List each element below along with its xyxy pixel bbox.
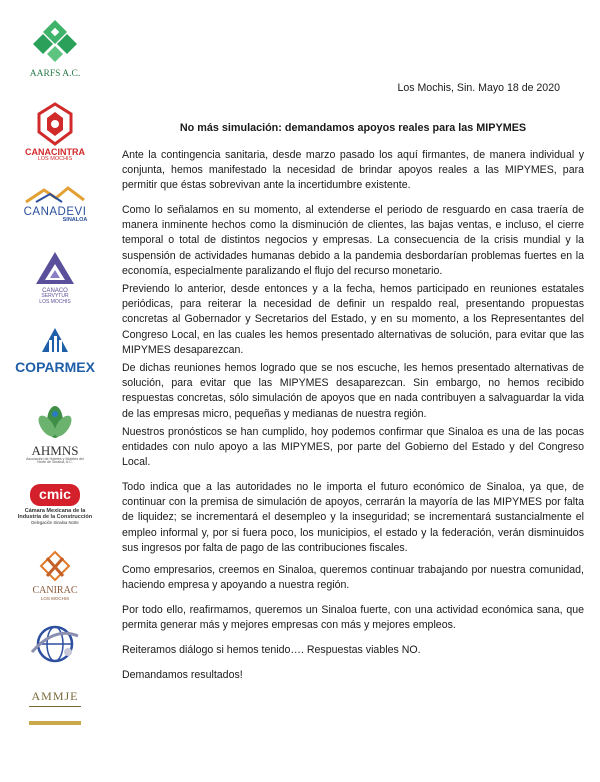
aarfs-label: AARFS A.C. xyxy=(29,69,81,79)
canacintra-emblem-icon xyxy=(35,102,75,146)
ahmns-sublabel: Asociación de Hoteles y Moteles del Norte de Sinaloa, A.C. xyxy=(26,456,84,465)
canirac-sublabel: LOS MOCHIS xyxy=(40,595,70,601)
canirac-utensils-icon xyxy=(37,550,73,584)
canaco-triangle-icon xyxy=(34,250,76,286)
canadevi-roof-icon xyxy=(22,184,88,204)
globe-icon xyxy=(30,622,80,666)
canadevi-logo xyxy=(0,184,110,224)
canadevi-sublabel: SINALOA xyxy=(62,217,88,224)
ammje-underline xyxy=(29,706,81,707)
paragraph-1: Ante la contingencia sanitaria, desde marzo pasado los aquí firmantes, de manera individual y conjunta, hemos manifestado la necesidad de brindar apoyos reales a las MIPYMES, para permitir que éstas sobrevivan ante la incertidumbre existente. xyxy=(122,149,584,192)
ahmns-logo xyxy=(0,402,110,465)
ammje-gold-bar xyxy=(29,721,81,725)
ammje-logo xyxy=(0,690,110,725)
paragraph-7: Como empresarios, creemos en Sinaloa, queremos continuar trabajando por nuestra comunidad, haciendo empresa y apoyando a nuestra región. xyxy=(122,564,584,592)
ammje-label: AMMJE xyxy=(31,689,79,703)
cmic-logo xyxy=(0,484,110,525)
cmic-badge xyxy=(30,484,80,506)
coparmex-label: COPARMEX xyxy=(15,359,95,375)
paragraph-5: Nuestros pronósticos se han cumplido, hoy podemos confirmar que Sinaloa es una de las pocas entidades con nulo apoyo a las MIPYMES, por parte del Gobierno del Estado y del Congreso Local. xyxy=(122,426,584,469)
paragraph-2: Como lo señalamos en su momento, al extenderse el periodo de resguardo en casa traería de manera inminente hechos como la disminución de clientes, las bajas ventas, e incluso, el cierre temporal o total de distintos negocios y empresas. La consecuencia de la crisis mundial y la suspensión de actividades humanas debido a la pandemia desbordarían problemas fuertes en la economía, especialmente paralizando el flujo del recurso monetario. xyxy=(122,204,584,277)
paragraph-10: Demandamos resultados! xyxy=(122,669,243,681)
letter-title: No más simulación: demandamos apoyos reales para las MIPYMES xyxy=(179,122,527,134)
canaco-sublabel-2: LOS MOCHIS xyxy=(39,298,71,305)
cmic-sublabel-2: Industria de la Construcción xyxy=(17,513,93,520)
aarfs-diamond-icon xyxy=(32,18,78,66)
canacintra-label: CANACINTRA xyxy=(25,147,85,157)
canadevi-label: CANADEVI xyxy=(23,206,87,218)
logo-sidebar xyxy=(0,0,110,782)
paragraph-3: Previendo lo anterior, desde entonces y a la fecha, hemos participado en reuniones estatales periódicas, para reiterar la necesidad de definir un respaldo real, presentando propuestas concretas al Gobernador y Secretarios del Estado, y en su momento, a los Representantes del Congreso Local, en las cuales les hemos presentado alternativas de solución, para evitar que las MIPYMES desaparezcan. xyxy=(122,283,584,356)
canacintra-logo xyxy=(0,102,110,163)
paragraph-4: De dichas reuniones hemos logrado que se nos escuche, les hemos presentado alternativas de solución, para evitar que las MIPYMES desaparezcan. Sin embargo, no hemos recibido respuestas concretas, sólo simulación de apoyos que en nada contribuyen a salvaguardar la vida de las empresas micro, pequeñas y medianas de nuestra región. xyxy=(122,362,584,420)
letter-date: Los Mochis, Sin. Mayo 18 de 2020 xyxy=(397,82,560,94)
cmic-sublabel: Cámara Mexicana de la xyxy=(24,508,86,514)
canaco-logo xyxy=(0,250,110,305)
paragraph-9: Reiteramos diálogo si hemos tenido…. Respuestas viables NO. xyxy=(122,644,421,656)
coparmex-bars-icon xyxy=(40,326,70,356)
coparmex-logo xyxy=(0,326,110,375)
paragraph-8: Por todo ello, reafirmamos, queremos un Sinaloa fuerte, con una actividad económica sana, que permita generar más y mejores empresas con más y mejores empleos. xyxy=(122,604,584,632)
canirac-label: CANIRAC xyxy=(32,585,78,596)
canaco-label: CANACO xyxy=(42,288,68,294)
canaco-sublabel: SERVYTUR xyxy=(41,293,69,300)
aarfs-logo xyxy=(0,18,110,80)
globe-logo xyxy=(0,622,110,666)
ahmns-leaf-icon xyxy=(35,402,75,442)
cmic-label: cmic xyxy=(39,486,71,502)
canacintra-sublabel: LOS MOCHIS xyxy=(37,156,73,163)
canirac-logo xyxy=(0,550,110,601)
paragraph-6: Todo indica que a las autoridades no le importa el futuro económico de Sinaloa, ya que, de continuar con la premisa de simulación de apoyos, cerrarán la mayoría de las MIPYMES por falta de liquidez; se incrementará el desempleo y la inseguridad; se incrementará sustancialmente el empleo informal y, por si fuera poco, los municipios, el estado y la federación, verán disminuidos sus ingresos por falta de pago de las contribuciones fiscales. xyxy=(122,481,584,554)
ahmns-label: AHMNS xyxy=(31,443,79,458)
cmic-sublabel-3: Delegación Sinaloa Norte xyxy=(31,519,79,525)
